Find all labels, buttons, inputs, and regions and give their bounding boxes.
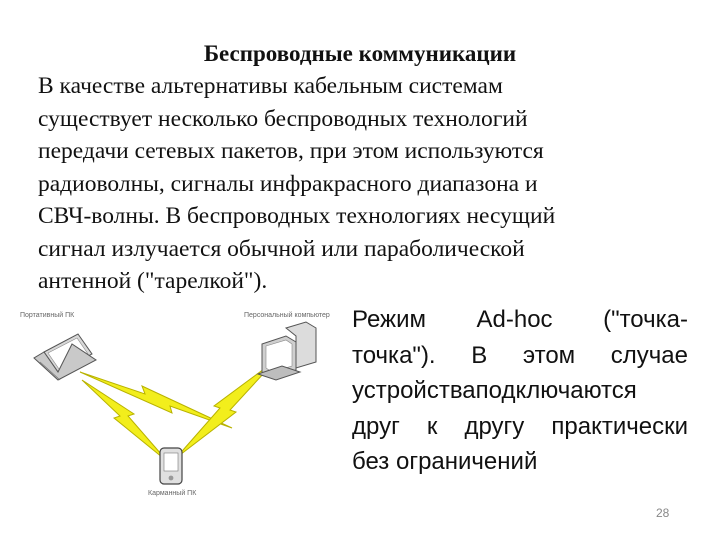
body-line: СВЧ-волны. В беспроводных технологиях несущий (38, 203, 556, 229)
pda-icon (160, 448, 182, 484)
desktop-computer-icon (258, 322, 316, 380)
pda-label: Карманный ПК (148, 490, 197, 497)
laptop-icon (34, 334, 96, 380)
slide-title: Беспроводные коммуникации (203, 41, 517, 66)
body-paragraph (38, 70, 688, 298)
body-line: антенной ("тарелкой"). (38, 268, 268, 294)
lightning-icon (148, 338, 270, 364)
right-line: без ограничений (352, 448, 538, 475)
right-line: точка"). В этом случае (352, 341, 688, 369)
right-line: устройстваподключаются (352, 377, 637, 404)
desktop-label: Персональный компьютер (244, 312, 330, 319)
body-line: В качестве альтернативы кабельным системам (38, 73, 503, 99)
laptop-label: Портативный ПК (20, 312, 75, 319)
body-line: существует несколько беспроводных технологий (38, 105, 528, 132)
right-line: Режим Ad-hoc ("точка- (352, 306, 688, 333)
page-number: 28 (656, 506, 670, 520)
right-line: друг к другу практически (352, 412, 688, 440)
body-line: радиоволны, сигналы инфракрасного диапазона и (38, 170, 538, 197)
body-line: сигнал излучается обычной или параболической (38, 235, 525, 262)
body-line: передачи сетевых пакетов, при этом используются (38, 138, 544, 164)
adhoc-description (352, 302, 688, 480)
adhoc-network-diagram (0, 300, 345, 505)
